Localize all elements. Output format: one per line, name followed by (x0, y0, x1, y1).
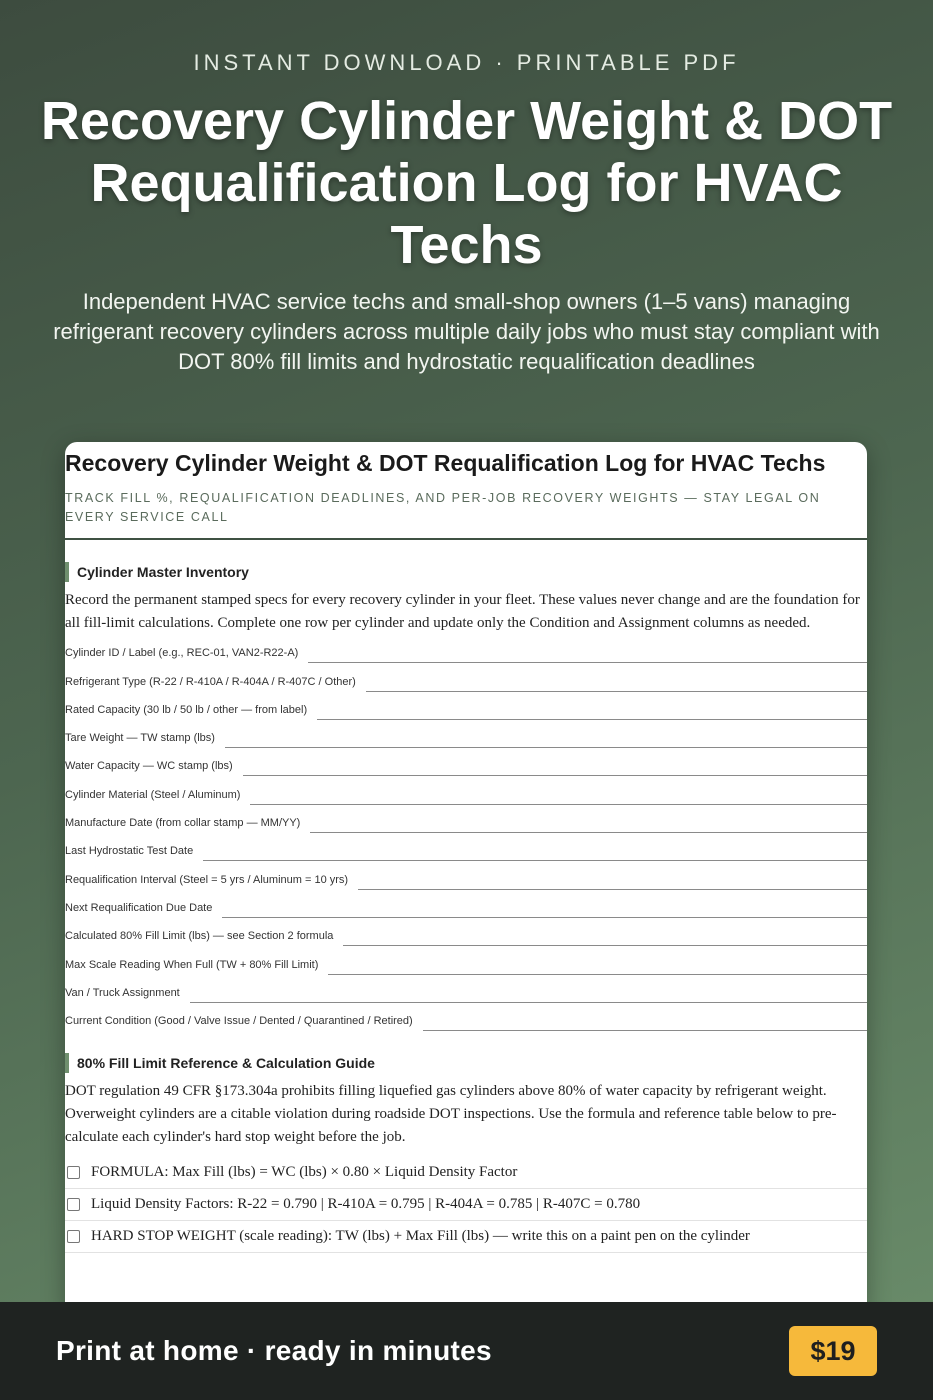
field-line (317, 718, 867, 720)
form-field[interactable] (65, 975, 867, 1003)
checklist-text: HARD STOP WEIGHT (scale reading): TW (lbs) + Max Fill (lbs) — write this on a paint pen on the cylinder (91, 1228, 750, 1245)
price-badge[interactable]: $19 (789, 1326, 877, 1376)
field-label: Cylinder ID / Label (e.g., REC-01, VAN2-R22-A) (65, 647, 299, 660)
field-label: Cylinder Material (Steel / Aluminum) (65, 788, 241, 801)
field-line (423, 1029, 867, 1031)
form-field[interactable] (65, 748, 867, 776)
field-label: Van / Truck Assignment (65, 986, 180, 999)
form-field[interactable] (65, 720, 867, 748)
field-label: Tare Weight — TW stamp (lbs) (65, 732, 215, 745)
field-label: Requalification Interval (Steel = 5 yrs / Aluminum = 10 yrs) (65, 873, 349, 886)
checklist-item[interactable] (65, 1189, 867, 1221)
section-heading-fill-limit: 80% Fill Limit Reference & Calculation Guide (65, 1053, 867, 1073)
field-label: Manufacture Date (from collar stamp — MM/YY) (65, 817, 301, 830)
field-line (250, 803, 867, 805)
form-field[interactable] (65, 833, 867, 861)
page-title: Recovery Cylinder Weight & DOT Requalification Log for HVAC Techs (40, 91, 893, 275)
form-field[interactable] (65, 692, 867, 720)
field-line (358, 888, 867, 890)
field-label: Rated Capacity (30 lb / 50 lb / other — from label) (65, 703, 308, 716)
field-line (328, 973, 867, 975)
field-line (225, 746, 867, 748)
field-line (190, 1001, 867, 1003)
section-heading-inventory: Cylinder Master Inventory (65, 562, 867, 582)
inventory-fields (65, 635, 867, 1031)
form-field[interactable] (65, 805, 867, 833)
checklist-text: FORMULA: Max Fill (lbs) = WC (lbs) × 0.80 × Liquid Density Factor (91, 1164, 518, 1181)
eyebrow-label: INSTANT DOWNLOAD · PRINTABLE PDF (193, 50, 740, 75)
form-field[interactable] (65, 918, 867, 946)
field-line (203, 859, 867, 861)
form-field[interactable] (65, 635, 867, 663)
fill-limit-checklist (65, 1157, 867, 1253)
field-line (343, 944, 867, 946)
field-label: Calculated 80% Fill Limit (lbs) — see Section 2 formula (65, 930, 334, 943)
form-field[interactable] (65, 946, 867, 974)
field-label: Last Hydrostatic Test Date (65, 845, 194, 858)
form-field[interactable] (65, 663, 867, 691)
field-line (243, 774, 867, 776)
checklist-item[interactable] (65, 1221, 867, 1253)
form-field[interactable] (65, 890, 867, 918)
form-field[interactable] (65, 861, 867, 889)
document-subtitle: TRACK FILL %, REQUALIFICATION DEADLINES, AND PER-JOB RECOVERY WEIGHTS — STAY LEGAL ON EVERY SERVICE CALL (65, 489, 867, 540)
form-field[interactable] (65, 776, 867, 804)
field-line (222, 916, 867, 918)
footer-bar (0, 1302, 933, 1400)
field-line (366, 690, 867, 692)
field-label: Next Requalification Due Date (65, 901, 213, 914)
page-subtitle: Independent HVAC service techs and small-shop owners (1–5 vans) managing refrigerant recovery cylinders across multiple daily jobs who must stay compliant with DOT 80% fill limits and hydrostatic requalification deadlines (53, 289, 880, 374)
field-label: Current Condition (Good / Valve Issue / Dented / Quarantined / Retired) (65, 1015, 413, 1028)
field-line (310, 831, 867, 833)
checklist-item[interactable] (65, 1157, 867, 1189)
checkbox[interactable] (67, 1230, 80, 1243)
section-intro-fill-limit: DOT regulation 49 CFR §173.304a prohibits filling liquefied gas cylinders above 80% of water capacity by refrigerant weight. Overweight cylinders are a citable violation during roadside DOT inspections. Use the formula and reference table below to pre-calculate each cylinder's hard stop weight before the job. (65, 1083, 837, 1146)
form-field[interactable] (65, 1003, 867, 1031)
document-preview (65, 442, 867, 1312)
checkbox[interactable] (67, 1166, 80, 1179)
footer-tagline: Print at home · ready in minutes (56, 1335, 492, 1366)
checkbox[interactable] (67, 1198, 80, 1211)
field-line (308, 661, 867, 663)
field-label: Max Scale Reading When Full (TW + 80% Fill Limit) (65, 958, 319, 971)
document-title: Recovery Cylinder Weight & DOT Requalification Log for HVAC Techs (65, 450, 826, 476)
section-intro-inventory: Record the permanent stamped specs for every recovery cylinder in your fleet. These values never change and are the foundation for all fill-limit calculations. Complete one row per cylinder and update only the Condition and Assignment columns as needed. (65, 592, 860, 631)
field-label: Refrigerant Type (R-22 / R-410A / R-404A / R-407C / Other) (65, 675, 356, 688)
checklist-text: Liquid Density Factors: R-22 = 0.790 | R-410A = 0.795 | R-404A = 0.785 | R-407C = 0.780 (91, 1196, 641, 1213)
field-label: Water Capacity — WC stamp (lbs) (65, 760, 233, 773)
